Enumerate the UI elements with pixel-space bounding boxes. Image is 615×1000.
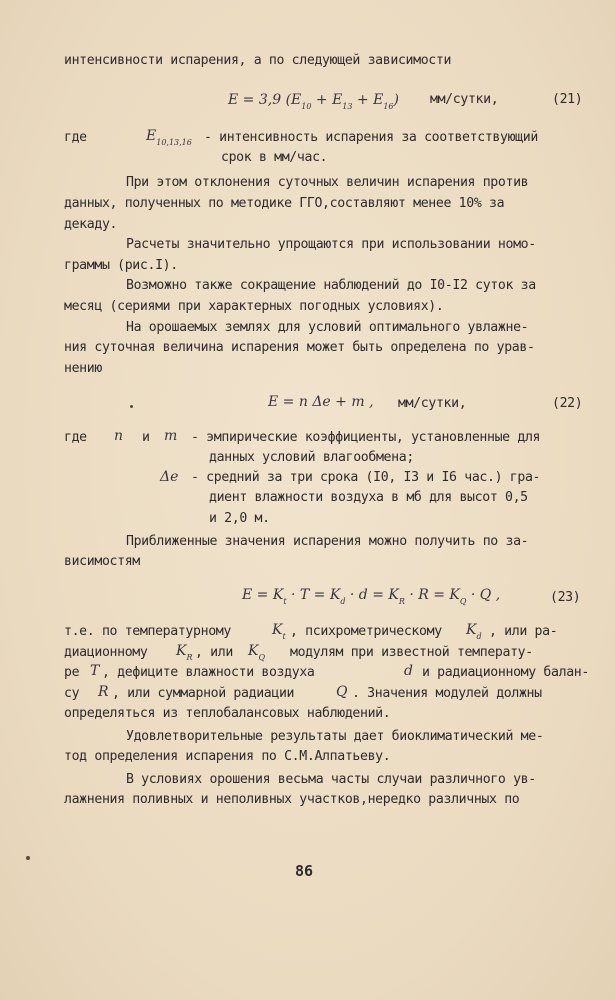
symbol-n: n: [114, 428, 124, 444]
symbol-d: d: [404, 663, 413, 679]
text-line: - эмпирические коэффициенты, установленные для: [191, 430, 541, 445]
symbol-T: T: [90, 663, 100, 679]
text-line: Расчеты значительно упрощаются при использовании номо-: [126, 237, 536, 252]
equation-23-number: (23): [550, 590, 581, 605]
text-line: ре: [64, 665, 80, 680]
text-line: , психрометрическому: [290, 624, 442, 639]
equation-21-number: (21): [552, 92, 583, 107]
text-line: лажнения поливных и неполивных участков,нередко различных по: [64, 792, 520, 807]
text-line: модулям при известной температу-: [290, 645, 533, 660]
text-line: данных, полученных по методике ГГО,составляют менее 10% за: [64, 196, 505, 211]
speck: [26, 856, 30, 860]
text-line: висимостям: [64, 554, 140, 569]
speck: [130, 405, 133, 408]
text-line: . Значения модулей должны: [352, 686, 542, 701]
text-line: тод определения испарения по С.М.Алпатьеву.: [64, 749, 391, 764]
text-line: данных условий влагообмена;: [209, 450, 414, 465]
text-line: и 2,0 м.: [209, 511, 270, 526]
symbol-k-t: $K_t$: [272, 622, 286, 641]
equation-22-number: (22): [552, 396, 583, 411]
where-label: где: [64, 130, 87, 145]
text-line: , или суммарной радиации: [112, 686, 295, 701]
text-line: Возможно также сокращение наблюдений до I0-I2 суток за: [126, 278, 536, 293]
symbol-delta-e: Δe: [160, 469, 179, 485]
text-line: декаду.: [64, 217, 118, 232]
text-line: Приближенные значения испарения можно получить по за-: [126, 534, 529, 549]
equation-22-units: мм/сутки,: [398, 396, 467, 411]
text-line: интенсивности испарения, а по следующей зависимости: [64, 53, 452, 68]
text-line: диационному: [64, 645, 148, 660]
text-line: При этом отклонения суточных величин испарения против: [126, 175, 529, 190]
text-line: и: [142, 430, 150, 445]
symbol-k-d: $K_d$: [466, 622, 482, 641]
text-line: диент влажности воздуха в мб для высот 0,5: [209, 490, 528, 505]
text-line: т.е. по температурному: [64, 624, 231, 639]
text-line: ния суточная величина испарения может быть определена по урав-: [64, 340, 535, 355]
text-line: граммы (рис.I).: [64, 258, 178, 273]
text-line: , или: [195, 645, 233, 660]
text-line: месяц (сериями при характерных погодных условиях).: [64, 299, 444, 314]
text-line: су: [64, 686, 80, 701]
text-line: Удовлетворительные результаты дает биоклиматический ме-: [126, 729, 544, 744]
text-line: срок в мм/час.: [221, 150, 328, 165]
text-line: нению: [64, 361, 102, 376]
definition-symbol: $E_{10,13,16}$: [146, 128, 192, 147]
text-line: и радиационному балан-: [422, 665, 589, 680]
symbol-k-r: $K_R$: [176, 643, 193, 662]
where-label: где: [64, 430, 87, 445]
text-line: На орошаемых землях для условий оптимального увлажне-: [126, 320, 529, 335]
equation-21: E = 3,9 $(E_{10} + E_{13} + E_{16})$: [228, 92, 399, 111]
equation-21-units: мм/сутки,: [430, 92, 499, 107]
equation-22: E = n Δe + m ,: [268, 394, 374, 410]
text-line: определяться из теплобалансовых наблюдений.: [64, 706, 391, 721]
text-line: - интенсивность испарения за соответствующий: [204, 130, 538, 145]
text-line: , или ра-: [489, 624, 558, 639]
text-line: - средний за три срока (I0, I3 и I6 час.) гра-: [191, 470, 541, 485]
symbol-m: m: [164, 428, 178, 444]
text-line: , дефиците влажности воздуха: [102, 665, 315, 680]
symbol-k-q: $K_Q$: [248, 643, 266, 662]
text-line: В условиях орошения весьма часты случаи различного ув-: [126, 772, 536, 787]
symbol-R: R: [98, 684, 109, 700]
page-number: 86: [295, 862, 314, 880]
equation-23: $E = K_t \cdot T = K_d \cdot d = K_R \cdot R = K_Q \cdot Q$ ,: [242, 587, 501, 606]
symbol-Q: Q: [336, 684, 348, 700]
